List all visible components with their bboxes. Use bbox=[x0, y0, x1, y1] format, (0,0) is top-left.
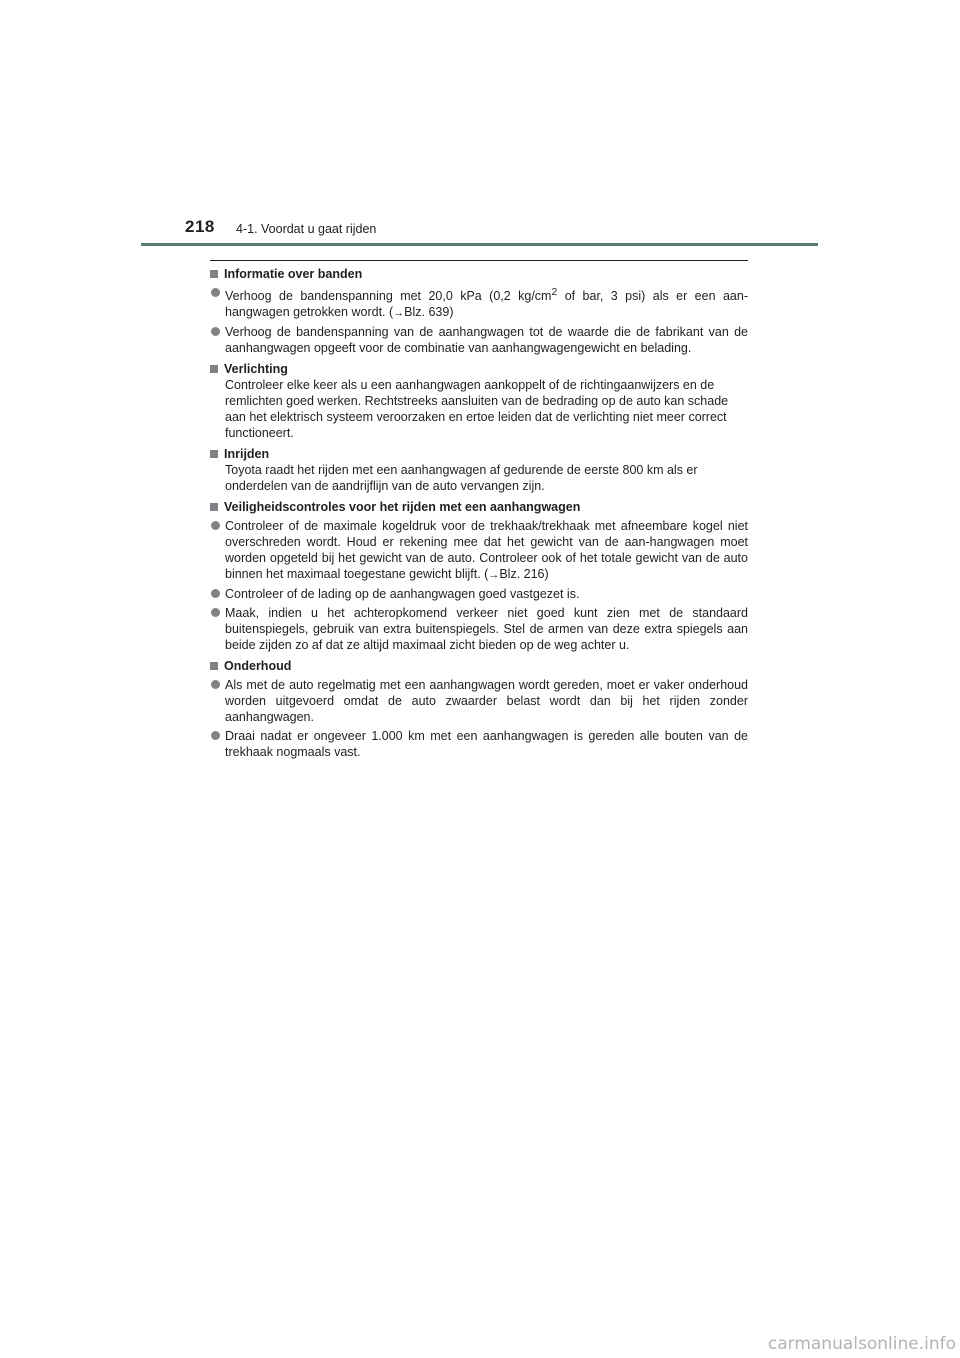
section-heading bbox=[210, 499, 748, 515]
bullet-text: Controleer of de lading op de aanhangwagen goed vastgezet is. bbox=[225, 587, 580, 602]
circle-bullet-icon bbox=[211, 731, 220, 740]
section-heading bbox=[210, 266, 748, 282]
bullet-text: Als met de auto regelmatig met een aanhangwagen wordt gereden, moet er vaker onderhoud worden uitgevoerd omdat de auto zwaarder belast wordt dan bij het rijden zonder aanhangwagen. bbox=[225, 678, 748, 725]
square-bullet-icon bbox=[210, 270, 218, 278]
bullet-text: Draai nadat er ongeveer 1.000 km met een aanhangwagen is gereden alle bouten van de trekhaak nogmaals vast. bbox=[225, 729, 748, 760]
square-bullet-icon bbox=[210, 365, 218, 373]
bullet-text bbox=[225, 518, 748, 583]
section-paragraph: Toyota raadt het rijden met een aanhangwagen af gedurende de eerste 800 km als er onderdelen van de aandrijflijn van de auto vervangen zijn. bbox=[225, 463, 698, 494]
heading-text: Veiligheidscontroles voor het rijden met een aanhangwagen bbox=[224, 500, 581, 515]
heading-text: Informatie over banden bbox=[224, 267, 363, 281]
section-paragraph: Controleer elke keer als u een aanhangwagen aankoppelt of de richtingaanwijzers en de remlichten goed werken. Rechtstreeks aansluiten van de bedrading op de auto kan schade aan het elektrisch systeem veroorzaken en ertoe leiden dat de verlichting niet meer correct functioneert. bbox=[225, 378, 729, 441]
section-heading bbox=[210, 658, 748, 674]
bullet-text bbox=[225, 285, 748, 321]
circle-bullet-icon bbox=[211, 608, 220, 617]
bullet-item bbox=[210, 518, 748, 583]
section-inrijden bbox=[210, 446, 748, 494]
bullet-item bbox=[210, 324, 748, 356]
section-title: 4-1. Voordat u gaat rijden bbox=[236, 222, 377, 236]
section-heading bbox=[210, 361, 748, 377]
bullet-text: Maak, indien u het achteropkomend verkeer niet goed kunt zien met de standaard buitenspiegels, gebruik van extra buitenspiegels. Stel de armen van deze extra spiegels aan beide zijden zo af dat ze altijd maximaal zicht bieden op de weg achter u. bbox=[225, 606, 748, 653]
page-number: 218 bbox=[185, 217, 215, 236]
section-heading bbox=[210, 446, 748, 462]
bullet-item bbox=[210, 677, 748, 725]
square-bullet-icon bbox=[210, 662, 218, 670]
arrow-right-icon: → bbox=[393, 307, 405, 320]
bullet-item bbox=[210, 586, 748, 602]
section-informatie-over-banden bbox=[210, 266, 748, 356]
section-onderhoud bbox=[210, 658, 748, 760]
section-veiligheidscontroles bbox=[210, 499, 748, 653]
bullet-item bbox=[210, 728, 748, 760]
superscript: 2 bbox=[551, 287, 558, 298]
circle-bullet-icon bbox=[211, 521, 220, 530]
circle-bullet-icon bbox=[211, 288, 220, 297]
page-reference-link[interactable]: Blz. 216) bbox=[499, 567, 549, 582]
content-top-rule bbox=[210, 260, 748, 261]
bullet-text-part: Verhoog de bandenspanning met 20,0 kPa (0,2 kg/cm bbox=[225, 289, 552, 304]
circle-bullet-icon bbox=[211, 327, 220, 336]
page-reference-link[interactable]: Blz. 639) bbox=[404, 305, 454, 320]
header-rule bbox=[141, 243, 818, 246]
bullet-text-part: of bar, 3 psi) als er een aan-hangwagen getrokken wordt. ( bbox=[225, 289, 748, 320]
arrow-right-icon: → bbox=[488, 569, 500, 582]
section-verlichting bbox=[210, 361, 748, 441]
heading-text: Inrijden bbox=[224, 447, 270, 462]
square-bullet-icon bbox=[210, 450, 218, 458]
heading-text: Onderhoud bbox=[224, 659, 292, 674]
circle-bullet-icon bbox=[211, 680, 220, 689]
circle-bullet-icon bbox=[211, 589, 220, 598]
heading-text: Verlichting bbox=[224, 362, 288, 377]
square-bullet-icon bbox=[210, 503, 218, 511]
bullet-item bbox=[210, 605, 748, 653]
content-body bbox=[210, 266, 748, 765]
bullet-item bbox=[210, 285, 748, 321]
bullet-text-part: Controleer of de maximale kogeldruk voor de trekhaak/trekhaak met afneembare kogel niet overschreden wordt. Houd er rekening mee dat het gewicht van de aan-hangwagen moet worden opgeteld bij het gewicht van de auto. Controleer ook of het totale gewicht van de auto binnen het maximaal toegestane gewicht blijft. ( bbox=[225, 519, 748, 582]
watermark-logo: carmanualsonline.info bbox=[767, 1334, 956, 1354]
bullet-text: Verhoog de bandenspanning van de aanhangwagen tot de waarde die de fabrikant van de aanhangwagen opgeeft voor de combinatie van aanhangwagengewicht en belading. bbox=[225, 325, 748, 356]
